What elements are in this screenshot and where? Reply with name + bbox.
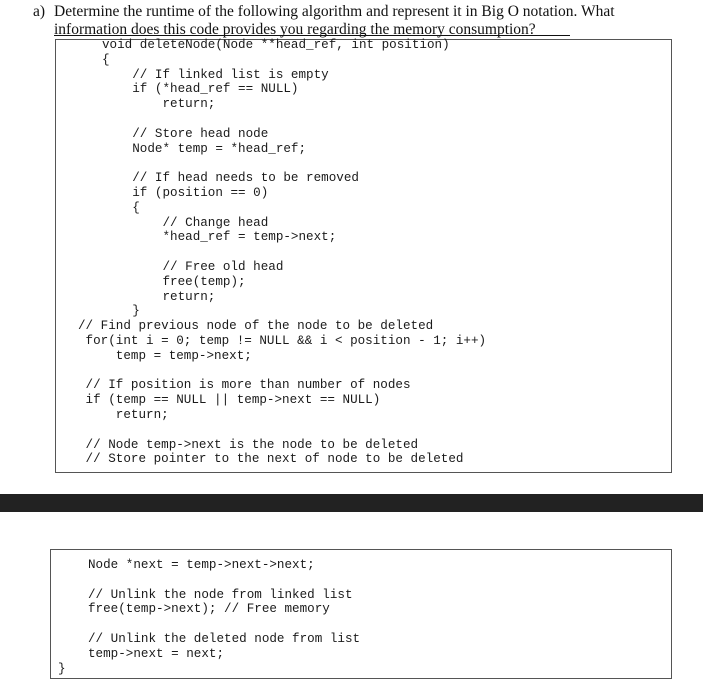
code-block-bottom <box>88 558 360 662</box>
code-line: void deleteNode(Node **head_ref, int position) <box>102 38 450 52</box>
code-line: for(int i = 0; temp != NULL && i < position - 1; i++) <box>78 333 487 348</box>
code-line: free(temp); <box>102 274 246 289</box>
code-line: } <box>102 304 140 319</box>
code-line: temp = temp->next; <box>78 348 252 363</box>
code-line: // Free old head <box>102 259 284 274</box>
question-underline <box>54 35 570 36</box>
code-line <box>78 364 486 379</box>
code-line: // If position is more than number of nodes <box>78 378 411 393</box>
code-line <box>102 112 486 127</box>
code-line <box>102 156 486 171</box>
code-line: Node *next = temp->next->next; <box>88 558 315 572</box>
code-line: // Unlink the node from linked list <box>88 587 353 602</box>
code-line <box>78 423 486 438</box>
code-line: { <box>102 200 140 215</box>
code-line: free(temp->next); // Free memory <box>88 602 330 617</box>
code-line: return; <box>78 407 169 422</box>
code-line: // If head needs to be removed <box>102 171 359 186</box>
code-line: *head_ref = temp->next; <box>102 230 337 245</box>
code-line: // If linked list is empty <box>102 67 329 82</box>
code-line: // Store pointer to the next of node to be deleted <box>78 452 464 467</box>
code-line: if (position == 0) <box>102 185 269 200</box>
code-line: return; <box>102 97 216 112</box>
code-line: if (*head_ref == NULL) <box>102 82 299 97</box>
code-line: { <box>102 52 110 67</box>
page-divider <box>0 494 703 512</box>
code-line: // Find previous node of the node to be deleted <box>78 319 434 334</box>
code-line <box>88 617 360 632</box>
code-line: Node* temp = *head_ref; <box>102 141 307 156</box>
question-marker: a) <box>33 3 46 20</box>
code-line: return; <box>102 289 216 304</box>
code-line: // Unlink the deleted node from list <box>88 631 361 646</box>
code-line <box>102 245 486 260</box>
question-line-1: Determine the runtime of the following algorithm and represent it in Big O notation. What <box>54 3 615 20</box>
code-line: // Store head node <box>102 126 269 141</box>
code-block-top <box>78 38 487 467</box>
code-line <box>88 573 360 588</box>
closing-brace: } <box>58 662 66 676</box>
code-line: // Node temp->next is the node to be deleted <box>78 437 419 452</box>
code-line: if (temp == NULL || temp->next == NULL) <box>78 393 381 408</box>
code-line: // Change head <box>102 215 269 230</box>
question-line-2: information does this code provides you regarding the memory consumption? <box>54 21 536 38</box>
code-line: temp->next = next; <box>88 646 225 661</box>
